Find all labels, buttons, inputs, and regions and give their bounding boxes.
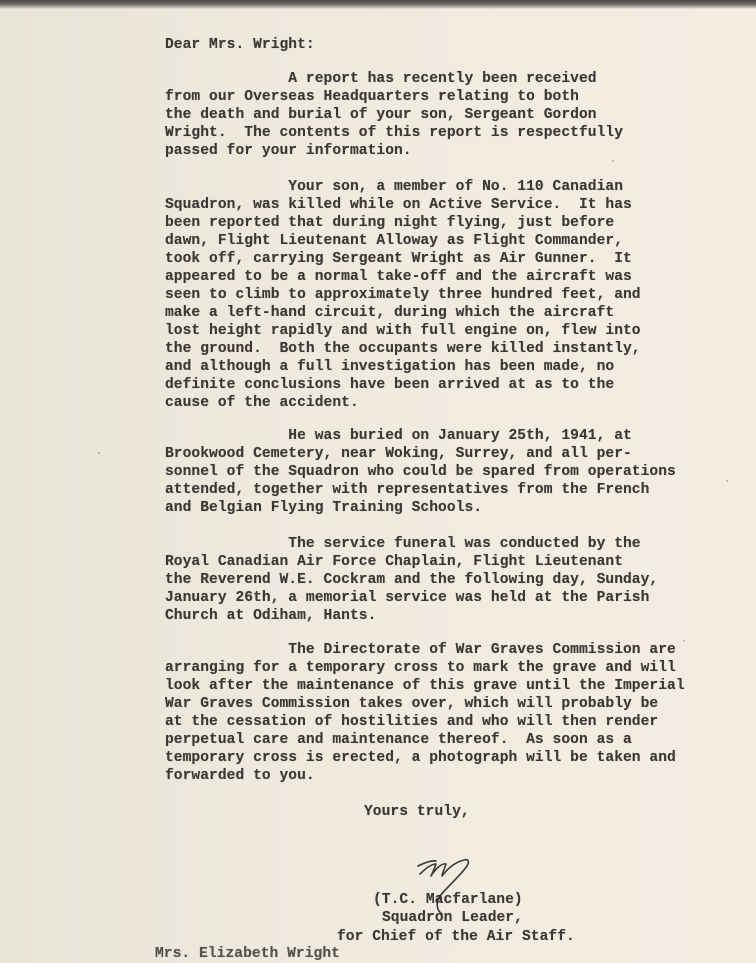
paper-speck — [726, 480, 728, 482]
paragraph-line: The service funeral was conducted by the — [165, 536, 641, 552]
paragraph-line: appeared to be a normal take-off and the aircraft was — [165, 269, 632, 285]
salutation: Dear Mrs. Wright: — [165, 37, 315, 53]
paragraph-line: took off, carrying Sergeant Wright as Air Gunner. It — [165, 251, 632, 267]
paragraph-line: dawn, Flight Lieutenant Alloway as Flight Commander, — [165, 233, 623, 249]
paragraph-line: the death and burial of your son, Sergeant Gordon — [165, 107, 597, 123]
paragraph-line: A report has recently been received — [165, 71, 597, 87]
paragraph-line: Your son, a member of No. 110 Canadian — [165, 179, 623, 195]
paragraph-line: forwarded to you. — [165, 768, 315, 784]
paragraph-line: at the cessation of hostilities and who will then render — [165, 714, 659, 730]
paragraph-line: sonnel of the Squadron who could be spared from operations — [165, 464, 676, 480]
paper-speck — [98, 452, 100, 454]
paragraph-line: the Reverend W.E. Cockram and the following day, Sunday, — [165, 572, 659, 588]
paragraph-1 — [165, 70, 623, 160]
paragraph-line: make a left-hand circuit, during which the aircraft — [165, 305, 615, 321]
paragraph-line: Squadron, was killed while on Active Service. It has — [165, 197, 632, 213]
signatory-name: (T.C. Macfarlane) — [373, 892, 523, 908]
paragraph-line: cause of the accident. — [165, 395, 359, 411]
paragraph-line: Brookwood Cemetery, near Woking, Surrey, and all per- — [165, 446, 632, 462]
paragraph-4 — [165, 535, 658, 625]
paragraph-line: definite conclusions have been arrived at as to the — [165, 377, 615, 393]
signatory-title: Squadron Leader, — [382, 910, 523, 926]
paragraph-line: The Directorate of War Graves Commission are — [165, 642, 676, 658]
closing: Yours truly, — [364, 804, 470, 820]
paragraph-line: and Belgian Flying Training Schools. — [165, 500, 483, 516]
paragraph-line: Wright. The contents of this report is respectfully — [165, 125, 623, 141]
paragraph-line: seen to climb to approximately three hundred feet, and — [165, 287, 641, 303]
paragraph-line: January 26th, a memorial service was held at the Parish — [165, 590, 650, 606]
paragraph-2 — [165, 178, 641, 412]
paragraph-line: Church at Odiham, Hants. — [165, 608, 377, 624]
paragraph-line: been reported that during night flying, just before — [165, 215, 615, 231]
paragraph-line: look after the maintenance of this grave until the Imperial — [165, 678, 685, 694]
paragraph-line: He was buried on January 25th, 1941, at — [165, 428, 632, 444]
paragraph-line: Royal Canadian Air Force Chaplain, Flight Lieutenant — [165, 554, 623, 570]
paragraph-line: War Graves Commission takes over, which will probably be — [165, 696, 659, 712]
paragraph-line: and although a full investigation has been made, no — [165, 359, 615, 375]
paragraph-3 — [165, 427, 676, 517]
paragraph-line: from our Overseas Headquarters relating to both — [165, 89, 579, 105]
recipient-line-cutoff: Mrs. Elizabeth Wright — [155, 946, 340, 962]
paragraph-line: the ground. Both the occupants were killed instantly, — [165, 341, 641, 357]
paragraph-line: temporary cross is erected, a photograph will be taken and — [165, 750, 676, 766]
paragraph-line: perpetual care and maintenance thereof. As soon as a — [165, 732, 632, 748]
paragraph-line: attended, together with representatives from the French — [165, 482, 650, 498]
scan-top-edge — [0, 0, 756, 9]
paper-speck — [612, 160, 614, 162]
paragraph-line: lost height rapidly and with full engine on, flew into — [165, 323, 641, 339]
signatory-organization: for Chief of the Air Staff. — [337, 929, 575, 945]
paragraph-line: arranging for a temporary cross to mark the grave and will — [165, 660, 676, 676]
paragraph-5 — [165, 641, 685, 785]
paragraph-line: passed for your information. — [165, 143, 412, 159]
